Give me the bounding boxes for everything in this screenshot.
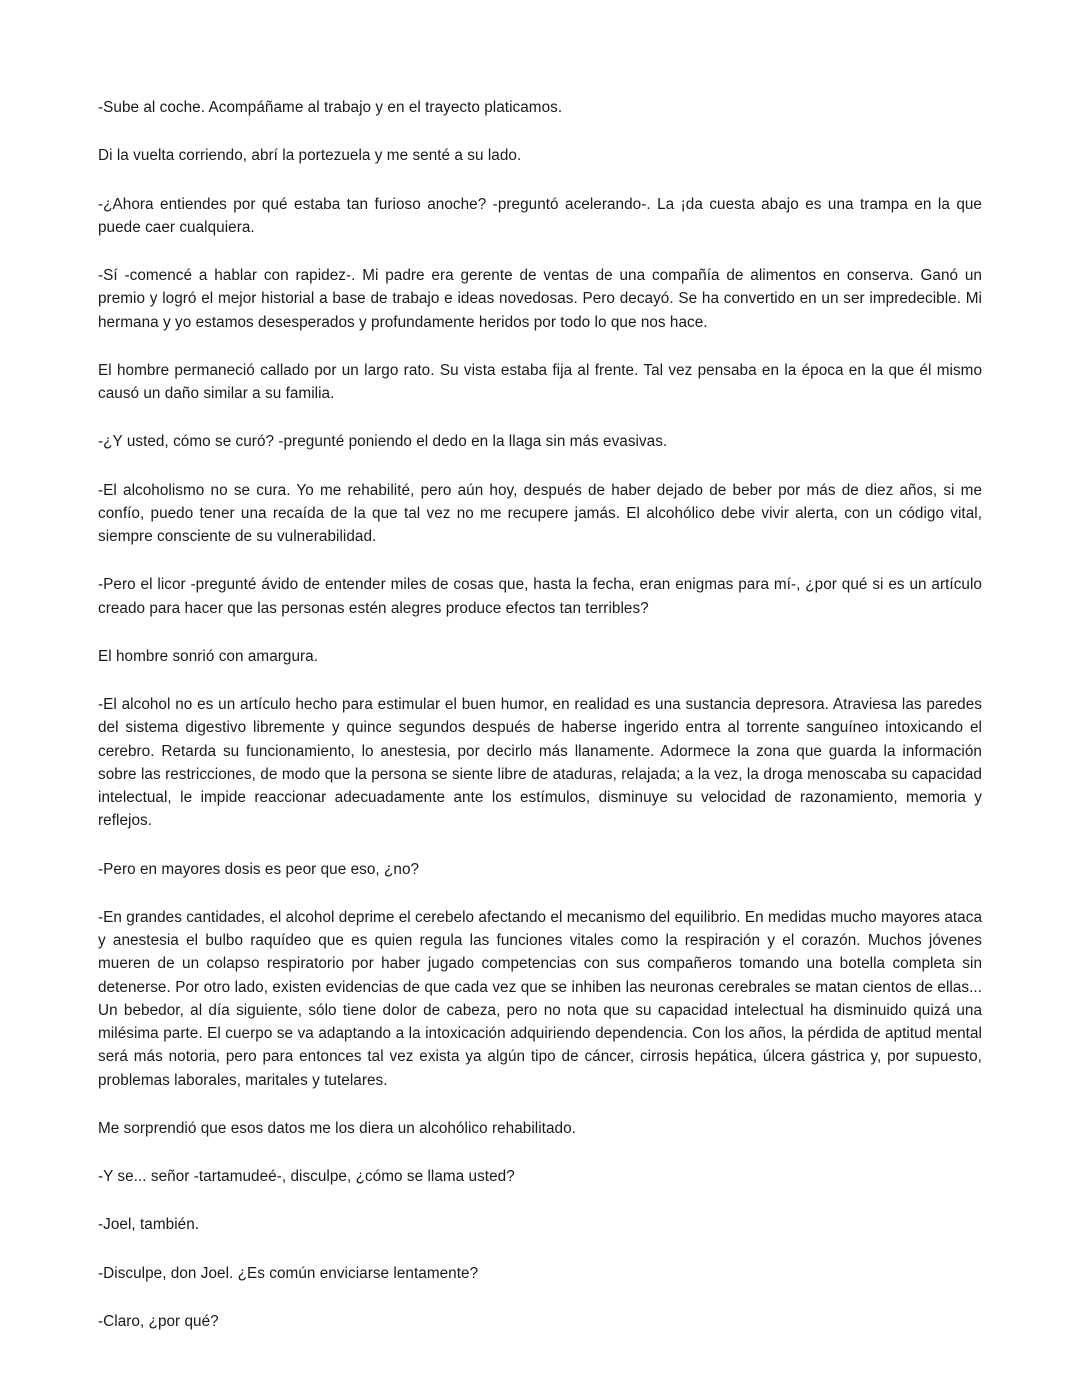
paragraph: -¿Ahora entiendes por qué estaba tan furioso anoche? -preguntó acelerando-. La ¡da cuesta abajo es una trampa en la que puede caer cualquiera. — [98, 195, 982, 236]
paragraph: El hombre permaneció callado por un largo rato. Su vista estaba fija al frente. Tal vez pensaba en la época en la que él mismo causó un daño similar a su familia. — [98, 361, 982, 402]
paragraph: -Claro, ¿por qué? — [98, 1312, 219, 1330]
paragraph: Me sorprendió que esos datos me los diera un alcohólico rehabilitado. — [98, 1119, 576, 1137]
paragraph: -Sube al coche. Acompáñame al trabajo y en el trayecto platicamos. — [98, 99, 563, 116]
paragraph: -Sí -comencé a hablar con rapidez-. Mi padre era gerente de ventas de una compañía de alimentos en conserva. Ganó un premio y logró el mejor historial a base de trabajo e ideas novedosas. Pero decayó. Se ha convertido en un ser impredecible. Mi hermana y yo estamos desesperados y profundamente heridos por todo lo que nos hace. — [98, 267, 982, 331]
paragraph: -¿Y usted, cómo se curó? -pregunté poniendo el dedo en la llaga sin más evasivas. — [98, 433, 668, 451]
paragraph: El hombre sonrió con amargura. — [98, 647, 319, 665]
paragraph: Di la vuelta corriendo, abrí la portezuela y me senté a su lado. — [98, 147, 522, 165]
paragraph: -Pero en mayores dosis es peor que eso, ¿no? — [98, 860, 420, 878]
paragraph: -Joel, también. — [98, 1216, 200, 1234]
paragraph: -Pero el licor -pregunté ávido de entender miles de cosas que, hasta la fecha, eran enigmas para mí-, ¿por qué si es un artículo creado para hacer que las personas estén alegres produce efectos tan terribles? — [98, 576, 982, 617]
paragraph: -En grandes cantidades, el alcohol deprime el cerebelo afectando el mecanismo del equilibrio. En medidas mucho mayores ataca y anestesia el bulbo raquídeo que es quien regula las funciones vitales como la respiración y el corazón. Muchos jóvenes mueren de un colapso respiratorio por haber jugado competencias con sus compañeros tomando una botella completa sin detenerse. Por otro lado, existen evidencias de que cada vez que se inhiben las neuronas cerebrales se matan cientos de ellas... Un bebedor, al día siguiente, sólo tiene dolor de cabeza, pero no nota que su capacidad intelectual ha disminuido quizá una milésima parte. El cuerpo se va adaptando a la intoxicación adquiriendo dependencia. Con los años, la pérdida de aptitud mental será más notoria, pero para entonces tal vez exista ya algún tipo de cáncer, cirrosis hepática, úlcera gástrica y, por supuesto, problemas laborales, maritales y tutelares. — [98, 908, 982, 1089]
paragraph: -Y se... señor -tartamudeé-, disculpe, ¿cómo se llama usted? — [98, 1168, 515, 1185]
document-text-body — [98, 96, 982, 1333]
paragraph: -Disculpe, don Joel. ¿Es común enviciarse lentamente? — [98, 1264, 479, 1282]
paragraph: -El alcoholismo no se cura. Yo me rehabilité, pero aún hoy, después de haber dejado de beber por más de diez años, si me confío, puedo tener una recaída de la que tal vez no me recupere jamás. El alcohólico debe vivir alerta, con un código vital, siempre consciente de su vulnerabilidad. — [98, 481, 982, 545]
paragraph: -El alcohol no es un artículo hecho para estimular el buen humor, en realidad es una sustancia depresora. Atraviesa las paredes del sistema digestivo libremente y quince segundos después de haberse ingerido entra al torrente sanguíneo intoxicando el cerebro. Retarda su funcionamiento, lo anestesia, por decirlo más llanamente. Adormece la zona que guarda la información sobre las restricciones, de modo que la persona se siente libre de ataduras, relajada; a la vez, la droga menoscaba su capacidad intelectual, le impide reaccionar adecuadamente ante los estímulos, disminuye su velocidad de razonamiento, memoria y reflejos. — [98, 696, 982, 830]
